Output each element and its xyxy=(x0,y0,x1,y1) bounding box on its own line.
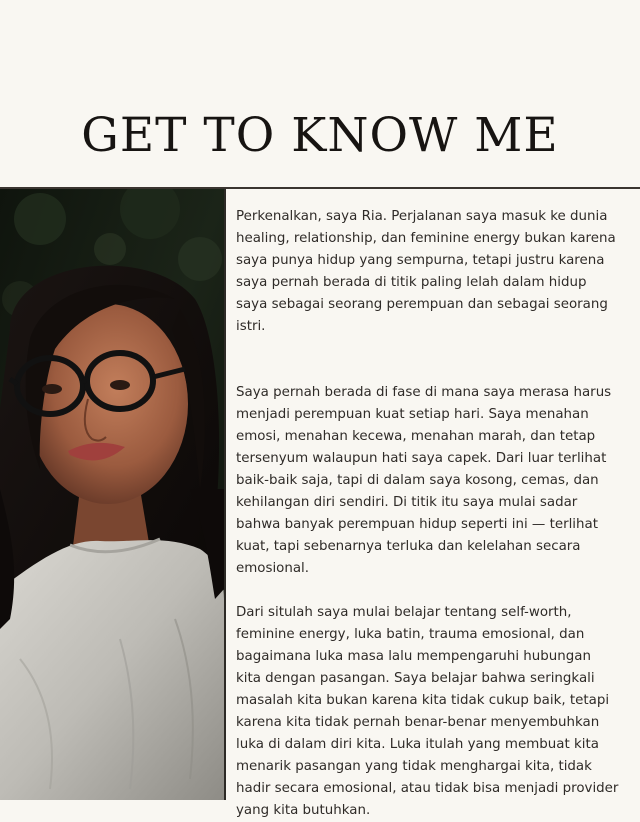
bio-paragraph-3: Dari situlah saya mulai belajar tentang self-worth, feminine energy, luka batin, trauma emosional, dan bagaimana luka masa lalu mempengaruhi hubungan kita dengan pasangan. Saya belajar bahwa seringkali masalah kita bukan karena kita tidak cukup baik, tetapi karena kita tidak pernah benar-benar menyembuhkan luka di dalam diri kita. Luka itulah yang membuat kita menarik pasangan yang tidak menghargai kita, tidak hadir secara emosional, atau tidak bisa menjadi provider yang kita butuhkan. xyxy=(236,605,619,818)
bio-paragraph-2: Saya pernah berada di fase di mana saya merasa harus menjadi perempuan kuat setiap hari. Saya menahan emosi, menahan kecewa, menahan marah, dan tetap tersenyum walaupun hati saya capek. Dari luar terlihat baik-baik saja, tapi di dalam saya kosong, cemas, dan kehilangan diri sendiri. Di titik itu saya mulai sadar bahwa banyak perempuan hidup seperti ini — terlihat kuat, tapi sebenarnya terluka dan kelelahan secara emosional. xyxy=(236,385,612,576)
page-title: GET TO KNOW ME xyxy=(81,108,559,163)
vertical-divider xyxy=(224,189,226,800)
bio-text xyxy=(236,206,620,822)
bio-paragraph-1: Perkenalkan, saya Ria. Perjalanan saya masuk ke dunia healing, relationship, dan feminine energy bukan karena saya punya hidup yang sempurna, tetapi justru karena saya pernah berada di titik paling lelah dalam hidup saya sebagai seorang perempuan dan sebagai seorang istri. xyxy=(236,209,616,334)
header xyxy=(0,0,640,187)
portrait-photo xyxy=(0,189,224,800)
portrait-illustration xyxy=(0,189,224,800)
